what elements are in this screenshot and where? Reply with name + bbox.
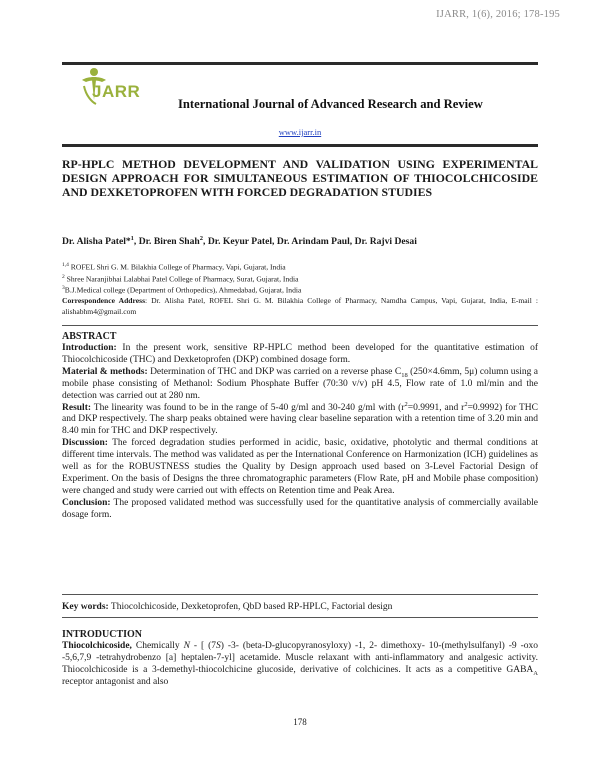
- author-2: Dr. Biren Shah$^2$,: [138, 235, 208, 248]
- abstract-rule-bottom: [62, 594, 538, 595]
- keywords: Key words: Thiocolchicoside, Dexketoprofen, QbD based RP-HPLC, Factorial design: [62, 602, 393, 612]
- abstract-conclusion: Conclusion: The proposed validated method was successfully used for the quantitative analysis of commercially available dosage form.: [62, 497, 538, 520]
- journal-title: International Journal of Advanced Research and Review: [178, 97, 483, 111]
- author-5: Dr. Rajvi Desai: [354, 236, 417, 248]
- author-4: Dr. Arindam Paul,: [276, 236, 355, 248]
- introduction-body: Thiocolchicoside, Chemically N - [ (7S) -3- (beta-D-glucopyranosyloxy) -1, 2- dimethoxy- 10-(methylsulfanyl) -9 -oxo -5,6,7,9 -tetrahydrobenzo [a] heptalen-7-yl] acetamide. Muscle relaxant with anti-inflammatory and analgesic activity. Thiocolchicoside is a 3-demethyl-thiocolchicine glucoside, derivative of colchicines. It acts as a competitive $GABA_A$ receptor antagonist and also: [62, 641, 538, 687]
- paper-title: RP-HPLC METHOD DEVELOPMENT AND VALIDATION USING EXPERIMENTAL DESIGN APPROACH FOR SIMULTANEOUS ESTIMATION OF THIOCOLCHICOSIDE AND DEXKETOPROFEN WITH FORCED DEGRADATION STUDIES: [62, 157, 538, 199]
- correspondence-address: Correspondence Address: Dr. Alisha Patel, ROFEL Shri G. M. Bilakhia College of Pharmacy, Namdha Campus, Vapi, Gujarat, India, E-mail : alishabhm4@gmail.com: [62, 296, 538, 316]
- introduction-heading: INTRODUCTION: [62, 629, 143, 640]
- logo-text: JARR: [92, 82, 141, 101]
- abstract-rule-top: [62, 325, 538, 326]
- affiliation-3: $^3$B.J.Medical college (Department of Orthopedics), Ahmedabad, Gujarat, India: [62, 285, 302, 295]
- affiliation-2: $^2$ Shree Naranjibhai Lalabhai Patel College of Pharmacy, Surat, Gujarat, India: [62, 274, 299, 284]
- keywords-rule: [62, 617, 538, 618]
- author-list: [62, 235, 417, 247]
- author-1: Dr. Alisha Patel*$^1$,: [62, 235, 139, 248]
- header-rule-bottom: [62, 144, 538, 147]
- journal-website-link[interactable]: www.ijarr.in: [278, 127, 322, 137]
- author-3: Dr. Keyur Patel,: [207, 236, 277, 248]
- journal-citation: IJARR, 1(6), 2016; 178-195: [436, 9, 560, 20]
- journal-logo: [74, 66, 154, 106]
- abstract-introduction: Introduction: In the present work, sensitive RP-HPLC method been developed for the quantitative estimation of Thiocolchicoside (THC) and Dexketoprofen (DKP) combined dosage form.: [62, 343, 538, 365]
- abstract-result: Result: The linearity was found to be in the range of 5-40 g/ml and 30-240 g/ml with ($r^2=0.9991$, and $r^2=0.9992$) for THC and DKP respectively. The sharp peaks obtained were having clear baseline separation with a retention time of 3.20 min and 8.40 min for THC and DKP respectively.: [62, 400, 538, 437]
- abstract-discussion: Discussion: The forced degradation studies performed in acidic, basic, oxidative, photolytic and thermal conditions at different time intervals. The method was validated as per the International Conference on Harmonization (ICH) guidelines as well as for the ROBUSTNESS studies the Quality by Design approach used based on 3-Level Factorial Design of Experiment. On the basis of Designs the three chromatographic parameters (Flow Rate, pH and Mobile phase composition) were changed and study were carried out with effects on Retention time and Peak Area.: [62, 438, 538, 496]
- header-rule-top: [62, 62, 538, 65]
- affiliation-1: $^{1,4}$ ROFEL Shri G. M. Bilakhia College of Pharmacy, Vapi, Gujarat, India: [62, 262, 286, 272]
- abstract-methods: Material & methods: Determination of THC and DKP was carried on a reverse phase $C_{18}$ (250×4.6mm, 5μ) column using a mobile phase consisting of Methanol: Sodium Phosphate Buffer (70:30 v/v) pH 4.5, Flow rate of 1.0 ml/min and the detection was carried out at 280 nm.: [62, 366, 539, 401]
- abstract-heading: ABSTRACT: [62, 331, 117, 342]
- abstract-body: [62, 343, 538, 522]
- page-number: 178: [293, 717, 307, 727]
